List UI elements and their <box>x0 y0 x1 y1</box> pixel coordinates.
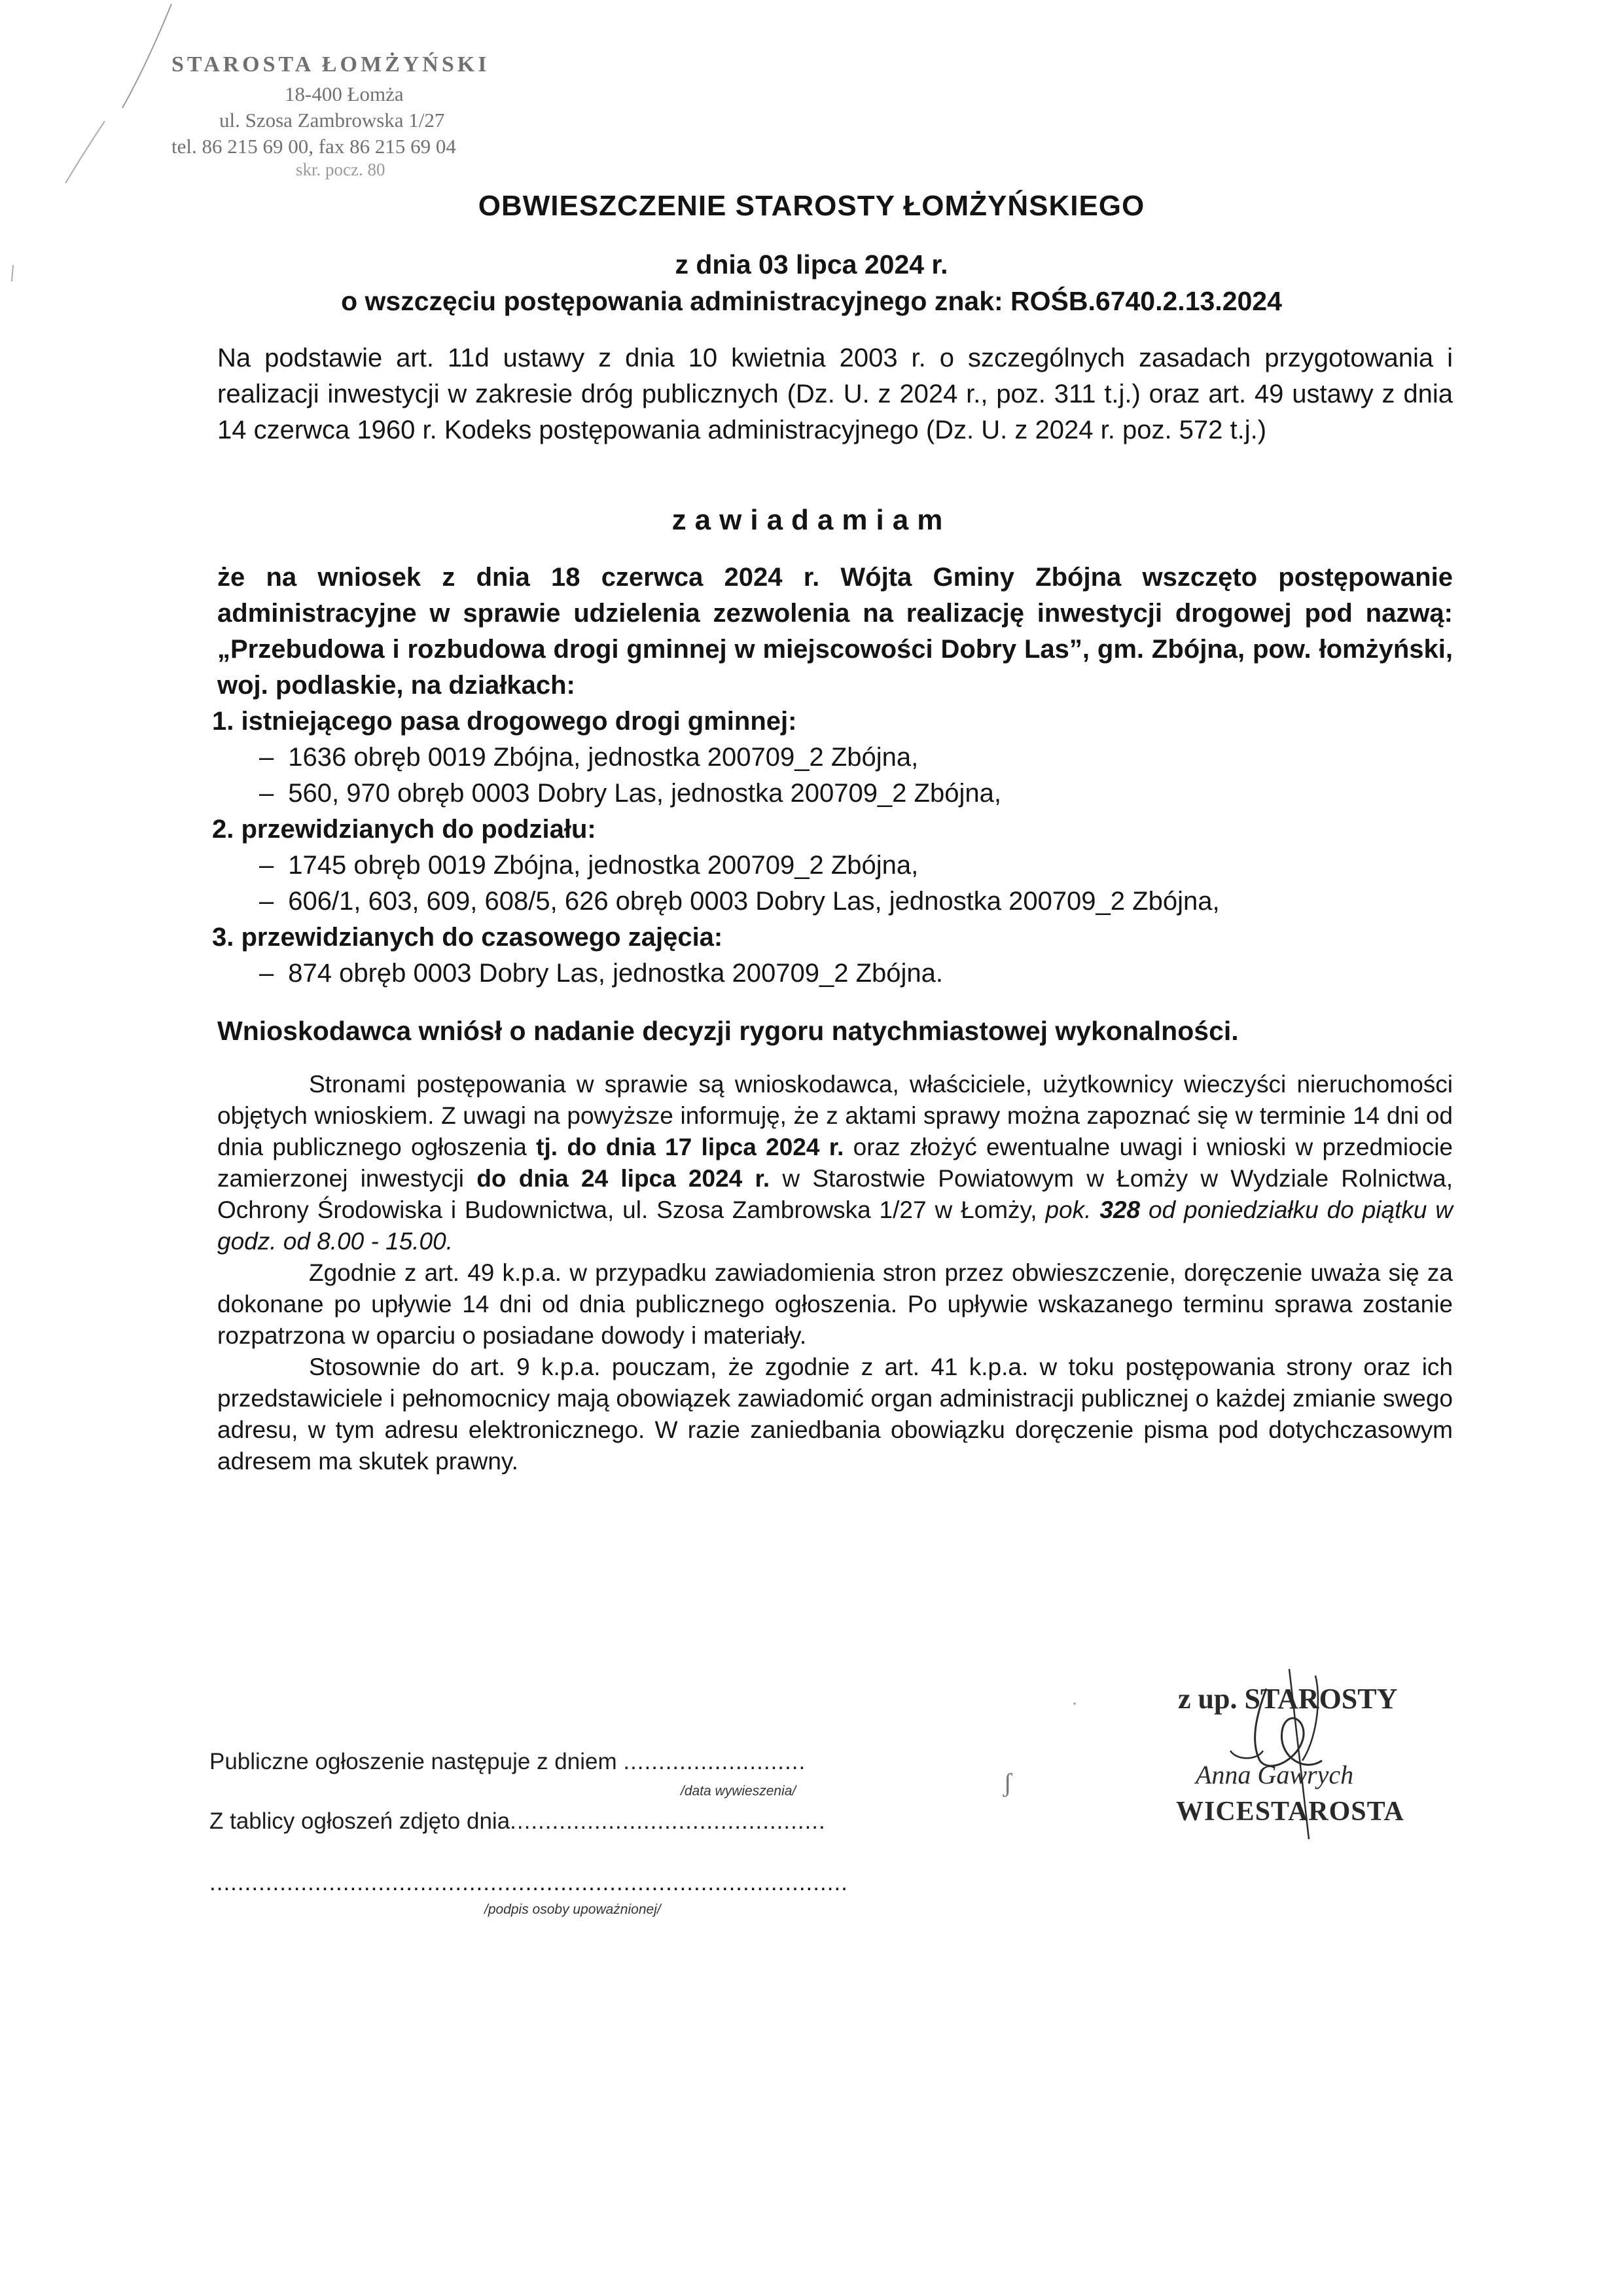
body-text-span: w Starostwie Powiatowym w Łomży w Wydziale Rolnictwa, Ochrony Środowiska i Budownictwa, ul. Szosa Zambrowska 1/27 w Łomży, <box>217 1165 1453 1223</box>
pen-mark: ʃ <box>1003 1768 1012 1797</box>
removal-label: Z tablicy ogłoszeń zdjęto dnia <box>209 1808 510 1834</box>
decision-paragraph <box>217 560 1453 704</box>
plot-group-title: istniejącego pasa drogowego drogi gminnej: <box>241 707 797 736</box>
plot-group-number: 1. <box>212 707 234 736</box>
list-item: – 1745 obręb 0019 Zbójna, jednostka 200709_2 Zbójna, <box>212 848 1455 884</box>
stray-mark: · <box>1071 1692 1078 1713</box>
plot-group-3 <box>212 920 1455 956</box>
legal-basis-paragraph: Na podstawie art. 11d ustawy z dnia 10 kwietnia 2003 r. o szczególnych zasadach przygotowania i realizacji inwestycji w zakresie dróg publicznych (Dz. U. z 2024 r., poz. 311 t.j.) oraz art. 49 ustawy z dnia 14 czerwca 1960 r. Kodeks postępowania administracyjnego (Dz. U. z 2024 r. poz. 572 t.j.) <box>217 344 1453 444</box>
authorized-signature-dots: ........................................................................................... <box>209 1870 848 1895</box>
body-text-span: oraz złożyć ewentualne uwagi i wnioski w przedmiocie zamierzonej inwestycji <box>217 1134 1454 1192</box>
document-title: OBWIESZCZENIE STAROSTY ŁOMŻYŃSKIEGO <box>478 190 1145 222</box>
document-date: z dnia 03 lipca 2024 r. <box>675 249 948 279</box>
office-stamp <box>171 52 490 180</box>
removal-dots: ............................................. <box>510 1808 826 1834</box>
notify-heading: zawiadamiam <box>671 504 952 536</box>
decision-text-b: Wójta Gminy Zbójna wszczęto postępowanie administracyjne w sprawie udzielenia zezwolenia na realizację inwestycji drogowej pod nazwą: „Przebudowa i rozbudowa drogi gminnej w miejscowości Dobry Las”, gm. Zbójna, pow. łomżyński, woj. podlaskie, na działkach: <box>217 563 1453 700</box>
publication-caption: /data wywieszenia/ <box>681 1784 796 1799</box>
list-item: – 1636 obręb 0019 Zbójna, jednostka 200709_2 Zbójna, <box>212 740 1455 776</box>
authorized-signature-caption: /podpis osoby upoważnionej/ <box>484 1902 661 1917</box>
removal-date-line <box>209 1808 826 1835</box>
room-label: pok. <box>1045 1196 1092 1223</box>
stamp-line-postcode: 18-400 Łomża <box>285 82 404 105</box>
body-paragraph-2: Zgodnie z art. 49 k.p.a. w przypadku zawiadomienia stron przez obwieszczenie, doręczenie uważa się za dokonane po upływie 14 dni od dnia publicznego ogłoszenia. Po upływie wskazanego terminu sprawa zostanie rozpatrzona w oparciu o posiadane dowody i materiały. <box>217 1259 1453 1349</box>
room-number: 328 <box>1099 1196 1141 1223</box>
decision-text-a: że na wniosek z dnia 18 czerwca 2024 r. <box>217 563 820 592</box>
signature-on-behalf: z up. STAROSTY <box>1178 1683 1398 1715</box>
list-item: – 874 obręb 0003 Dobry Las, jednostka 200709_2 Zbójna. <box>212 956 1455 992</box>
body-paragraph-3: Stosownie do art. 9 k.p.a. pouczam, że zgodnie z art. 41 k.p.a. w toku postępowania strony oraz ich przedstawiciele i pełnomocnicy mają obowiązek zawiadomić organ administracji publicznej o każdej zmianie swego adresu, w tym adresu elektronicznego. W razie zaniedbania obowiązku doręczenie pisma pod dotychczasowym adresem ma skutek prawny. <box>217 1354 1453 1475</box>
deadline-review: tj. do dnia 17 lipca 2024 r. <box>536 1134 844 1160</box>
body-paragraph-1 <box>217 1069 1453 1257</box>
deadline-comments: do dnia 24 lipca 2024 r. <box>476 1165 770 1192</box>
stamp-line-phone: tel. 86 215 69 00, fax 86 215 69 04 <box>171 135 456 158</box>
document-subject: o wszczęciu postępowania administracyjnego znak: ROŚB.6740.2.13.2024 <box>341 286 1282 316</box>
plot-list <box>212 704 1455 992</box>
stamp-line-street: ul. Szosa Zambrowska 1/27 <box>219 109 445 132</box>
body-text-span: Stronami postępowania w sprawie są wnioskodawca, właściciele, użytkownicy wieczyści nieruchomości objętych wnioskiem. Z uwagi na powyższe informuję, że z aktami sprawy można zapoznać się w terminie 14 dni od dnia publicznego ogłoszenia <box>217 1071 1453 1160</box>
stamp-line-office: STAROSTA ŁOMŻYŃSKI <box>171 52 490 77</box>
office-hours: od poniedziałku do piątku w godz. od 8.00 - 15.00. <box>217 1196 1454 1255</box>
plot-group-title: przewidzianych do czasowego zajęcia: <box>241 923 723 952</box>
plot-group-1 <box>212 704 1455 740</box>
plot-group-number: 2. <box>212 815 234 844</box>
signatory-position: WICESTAROSTA <box>1176 1797 1404 1827</box>
signatory-name: Anna Gawrych <box>1196 1760 1354 1789</box>
plot-group-2 <box>212 812 1455 848</box>
publication-label: Publiczne ogłoszenie następuje z dniem <box>209 1749 617 1774</box>
motion-statement: Wnioskodawca wniósł o nadanie decyzji rygoru natychmiastowej wykonalności. <box>217 1016 1239 1046</box>
plot-group-number: 3. <box>212 923 234 952</box>
body-text <box>217 1069 1453 1477</box>
publication-dots: .......................... <box>623 1749 806 1774</box>
plot-group-title: przewidzianych do podziału: <box>241 815 596 844</box>
list-item: – 606/1, 603, 609, 608/5, 626 obręb 0003 Dobry Las, jednostka 200709_2 Zbójna, <box>212 884 1455 920</box>
list-item: – 560, 970 obręb 0003 Dobry Las, jednostka 200709_2 Zbójna, <box>212 776 1455 812</box>
publication-date-line <box>209 1749 806 1775</box>
stamp-line-pobox: skr. pocz. 80 <box>296 160 385 179</box>
